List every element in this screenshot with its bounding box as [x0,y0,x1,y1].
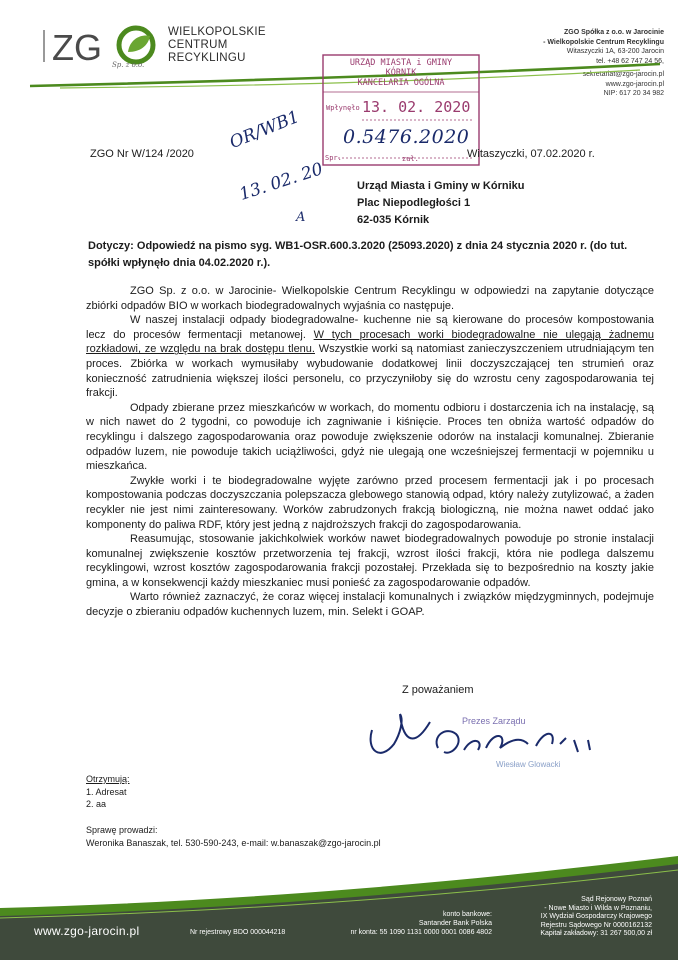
recipients-title: Otrzymują: [86,774,130,784]
paragraph-2-end: Wszystkie worki są natomiast zanieczyszczeniem utrudniającym ten proces. Zbiórka w workach wymusiłaby wybudowanie dodatkowej linii doczyszczającej ten strumień oraz konieczność zatrudnienia większej ilości personelu, co przyczyniłoby się do wzrostu ceny zagospodarowania tej frakcji. [86,343,654,400]
footer-court [492,896,652,939]
bank-line-3: nr konta: 55 1090 1131 0000 0001 0086 4802 [350,929,492,936]
company-email[interactable]: sekretariat@zgo-jarocin.pl [582,71,664,78]
recipient-item: 2. aa [86,799,107,809]
paragraph-2-underlined: W tych procesach worki biodegradowalne nie ulegają żadnemu rozkładowi, ze względu na brak dostępu tlenu. [86,328,654,356]
signature-role: Prezes Zarządu [462,716,526,726]
paragraph-6: Warto również zaznaczyć, że coraz więcej instalacji komunalnych i związków międzygminnych, podejmuje decyzje o zbieraniu odpadów kuchennych luzem, min. Selekt i GOAP. [86,591,654,619]
handwritten-date: 13. 02. 20 [237,159,326,205]
paragraph-4: Zwykłe worki i te biodegradowalne wyjęte zarówno przed procesem fermentacji jak i po procesach kompostowania podczas doczyszczania polepszacza glebowego stanowią odpad, który należy zutylizować, a żaden recykler nie jest nimi zainteresowany. Worków zabrudzonych frakcją biologiczną, nie można nawet oddać jako komponenty do paliwa RDF, który jest jedną z najdroższych frakcji do zagospodarowania. [86,474,654,531]
paragraph-1: ZGO Sp. z o.o. w Jarocinie- Wielkopolskie Centrum Recyklingu w odpowiedzi na zapytanie dotyczące zbiórki odpadów BIO w workach biodegradowalnych wyjaśnia co następuje. [86,285,654,312]
recipient-item: 1. Adresat [86,786,127,797]
prepared-by [86,824,381,850]
court-line-2: - Nowe Miasto i Wilda w Poznaniu, [544,904,652,912]
bank-line-2: Santander Bank Polska [418,920,492,927]
zgo-letters: ZG [52,27,102,68]
logo-line-1: WIELKOPOLSKIE [168,26,266,38]
court-line-3: IX Wydział Gospodarczy Krajowego [540,913,652,921]
footer-bdo: Nr rejestrowy BDO 000044218 [190,929,286,936]
recipients-list [86,773,130,811]
closing-regards: Z poważaniem [402,684,474,696]
court-line-1: Sąd Rejonowy Poznań [581,896,652,903]
logo-sub: Sp. z o.o. [112,61,145,69]
address-line-2: Plac Niepodległości 1 [357,197,471,209]
subject-line: Dotyczy: Odpowiedź na pismo syg. WB1-OSR.600.3.2020 (25093.2020) z dnia 24 stycznia 2020 r. (do tut. spółki wpłynęło dnia 04.02.2020 r.). [88,240,628,269]
address-line-3: 62-035 Kórnik [357,214,430,226]
company-nip: NIP: 617 20 34 982 [603,90,664,97]
footer-website[interactable]: www.zgo-jarocin.pl [34,924,140,938]
stamp-received-date: 13. 02. 2020 [362,98,471,116]
stamp-zal-label: zał. [402,155,419,163]
company-website[interactable]: www.zgo-jarocin.pl [605,80,664,88]
court-line-4: Rejestru Sądowego Nr 0000162132 [540,921,652,929]
stamp-line-1: URZĄD MIASTA i GMINY [349,58,453,68]
company-line-2: - Wielkopolskie Centrum Recyklingu [543,38,664,46]
stamp-line-2: KÓRNIK [385,68,417,78]
bank-line-1: konto bankowe: [442,911,492,918]
paragraph-2 [86,313,654,401]
company-line-4: tel. +48 62 747 24 56, [596,57,664,65]
logo-line-3: RECYKLINGU [168,52,246,64]
paragraph-2-start: W naszej instalacji odpady biodegradowalne- kuchenne nie są kierowane do procesów kompostowania lecz do procesów fermentacji metanowej. [86,314,654,341]
stamp-number: 0.5476.2020 [343,126,470,148]
court-line-5: Kapitał zakładowy: 31 267 500,00 zł [540,930,652,938]
stamp-line-3: KANCELARIA OGÓLNA [357,78,445,88]
prepared-contact: Weronika Banaszak, tel. 530-590-243, e-mail: w.banaszak@zgo-jarocin.pl [86,838,381,848]
handwritten-initials: A [296,210,306,225]
place-date: Witaszyczki, 07.02.2020 r. [467,148,595,160]
prepared-title: Sprawę prowadzi: [86,825,158,835]
company-line-1: ZGO Spółka z o.o. w Jarocinie [564,29,664,36]
handwritten-code: OR/WB1 [226,107,303,153]
document-reference: ZGO Nr W/124 /2020 [90,148,194,160]
paragraph-5: Reasumując, stosowanie jakichkolwiek worków nawet biodegradowalnych powoduje po stronie instalacji komunalnej zwiększenie kosztów przetworzenia tej frakcji, wzrost ilości frakcji, która nie podlega dalszemu recyklingowi, wzrost kosztów zagospodarowania frakcji pozostałej. Przekłada się to bezpośrednio na koszty jakie gmina, a w konsekwencji każdy mieszkaniec musi ponieść za zagospodarowanie odpadów. [86,533,654,589]
stamp-spr-label: Spr. [325,154,342,162]
signature [360,700,610,770]
letter-body [86,284,654,620]
company-line-3: Witaszyczki 1A, 63-200 Jarocin [566,48,664,56]
address-line-1: Urząd Miasta i Gminy w Kórniku [357,180,525,192]
paragraph-3: Odpady zbierane przez mieszkańców w workach, do momentu odbioru i dostarczenia ich na instalację, są w nich nawet do 2 tygodni, co powoduje ich zagniwanie i kiśnięcie. Proces ten obniża wartość odpadów do recyklingu i dalszego zagospodarowania oraz powoduje zwiększenie odorów na instalacji komunalnej. Zbieranie odpadów luzem, nie powoduje takich uciążliwości, gdyż nie ulegają one wcześniejszej fermentacji w pojemniku u mieszkańca. [86,401,654,473]
recipient-address [357,178,524,229]
signature-name: Wiesław Glowacki [496,760,561,769]
registry-stamp [322,54,480,166]
logo-line-2: CENTRUM [168,39,228,51]
stamp-received-label: Wpłynęło [326,104,360,112]
footer-bank [330,910,492,937]
